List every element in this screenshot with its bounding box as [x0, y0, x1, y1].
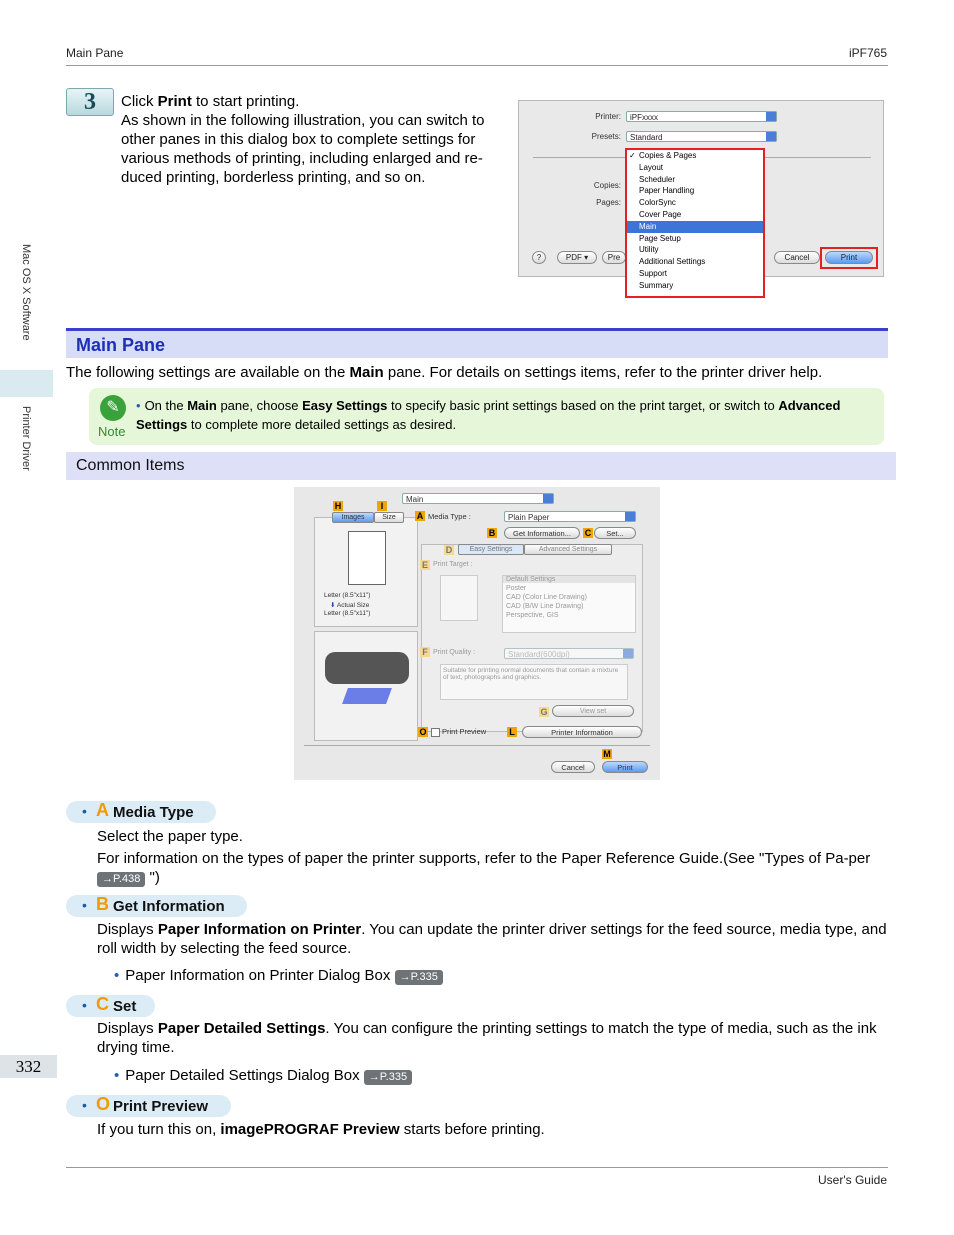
print-button[interactable]: Print — [602, 761, 648, 773]
menu-item[interactable]: Summary — [639, 280, 674, 290]
main-pane-screenshot — [294, 487, 660, 780]
presets-select[interactable]: Standard — [626, 131, 777, 142]
sidebar-tab-highlight — [0, 370, 53, 397]
media-type-select[interactable]: Plain Paper — [504, 511, 636, 522]
running-header-left: Main Pane — [66, 46, 124, 60]
preview-button[interactable]: Pre — [602, 251, 626, 264]
header-rule — [66, 65, 888, 66]
tab-images[interactable]: Images — [332, 512, 374, 523]
list-item[interactable]: Poster — [506, 585, 527, 592]
help-button[interactable]: ? — [532, 251, 546, 264]
list-item[interactable]: CAD (Color Line Drawing) — [506, 594, 587, 601]
menu-item-selected[interactable]: Main — [627, 221, 763, 233]
presets-label: Presets: — [591, 132, 621, 141]
note-label: Note — [98, 424, 126, 439]
target-thumbnail — [440, 575, 478, 621]
marker-m: M — [603, 749, 611, 759]
item-b-link: • Paper Information on Printer Dialog Box →P.335 — [114, 967, 443, 985]
marker-l: L — [507, 727, 517, 737]
marker-f: F — [420, 647, 430, 657]
menu-item[interactable]: Layout — [639, 162, 664, 172]
tab-easy-settings[interactable]: Easy Settings — [458, 544, 524, 555]
pane-menu[interactable] — [625, 148, 765, 298]
item-heading-media-type: • A Media Type — [66, 801, 216, 823]
print-preview-label: Print Preview — [442, 727, 487, 736]
page-thumbnail — [348, 531, 386, 585]
item-c-desc: Displays Paper Detailed Settings. You can configure the printing settings to match the type of media, such as the ink drying time. — [97, 1020, 877, 1056]
pages-label: Pages: — [596, 198, 621, 207]
print-preview-checkbox[interactable] — [431, 728, 440, 737]
menu-item[interactable]: Paper Handling — [639, 186, 695, 196]
running-footer: User's Guide — [818, 1173, 887, 1187]
note-text: • On the Main pane, choose Easy Settings to specify basic print settings based on the print target, or switch to Advanced Settings to complete more detailed settings as desired. — [136, 398, 841, 432]
pdf-button[interactable]: PDF ▾ — [557, 251, 597, 264]
printer-image-pane — [314, 631, 418, 741]
step-body: As shown in the following illustration, you can switch to other panes in this dialog box to complete settings for various methods of printing, including enlarged and re-duced printing, borderless printing, and so on. — [121, 112, 485, 186]
print-target-list[interactable] — [502, 575, 636, 633]
item-heading-print-preview: • O Print Preview — [66, 1095, 231, 1117]
marker-i: I — [377, 501, 387, 511]
running-header-right: iPF765 — [848, 46, 887, 60]
sidebar-label-top: Mac OS X Software — [20, 244, 32, 341]
print-button-highlight — [820, 247, 878, 269]
print-quality-label: Print Quality : — [433, 649, 476, 656]
menu-item[interactable]: ColorSync — [639, 198, 676, 208]
description-box: Suitable for printing normal documents that contain a mixture of text, photographs and graphics. — [440, 664, 628, 700]
print-button[interactable]: Print — [825, 251, 873, 264]
set-button[interactable]: Set... — [594, 527, 636, 539]
item-b-desc: Displays Paper Information on Printer. You can update the printer driver settings for the feed source, media type, and roll width by selecting the feed source. — [97, 921, 887, 957]
actual-size-label: ⬇ Actual Size — [330, 602, 370, 609]
cancel-button[interactable]: Cancel — [774, 251, 820, 264]
down-arrow-icon: ⬇ — [330, 602, 336, 609]
copies-label: Copies: — [593, 181, 621, 190]
printer-illustration — [325, 652, 409, 684]
marker-d: D — [445, 545, 453, 555]
paper-size-output: Letter (8.5"x11") — [324, 610, 371, 617]
menu-item[interactable]: ✓ Copies & Pages — [629, 151, 697, 160]
page-number: 332 — [0, 1055, 57, 1078]
marker-c: C — [584, 528, 592, 538]
item-heading-set: • C Set — [66, 995, 155, 1017]
tab-size[interactable]: Size — [374, 512, 404, 523]
step-text: Click Print to start printing. As shown in the following illustration, you can switch to other panes in this dialog box to complete settings for various methods of printing, including enlarged and re-duced printing, borderless printing, and so on. — [121, 93, 485, 186]
page-reference-link[interactable]: →P.335 — [395, 970, 443, 985]
paper-size-original: Letter (8.5"x11") — [324, 592, 371, 599]
marker-o: O — [419, 727, 427, 737]
intro-paragraph: The following settings are available on the Main pane. For details on settings items, refer to the printer driver help. — [66, 364, 823, 381]
item-a-reference: For information on the types of paper the printer supports, refer to the Paper Reference Guide.(See "Types of Pa-per →P.438 ") — [97, 850, 871, 886]
media-type-label: Media Type : — [428, 512, 471, 521]
print-quality-select[interactable]: Standard(600dpi) — [504, 648, 634, 659]
step-number-badge: 3 — [66, 88, 114, 116]
list-item[interactable]: Default Settings — [503, 576, 635, 583]
pencil-icon: ✎ — [100, 395, 126, 421]
menu-item[interactable]: Page Setup — [639, 233, 681, 243]
marker-b: B — [488, 528, 496, 538]
item-a-desc: Select the paper type. — [97, 828, 243, 845]
list-item[interactable]: Perspective, GIS — [506, 612, 559, 619]
dialog-divider — [304, 745, 650, 746]
section-heading: Main Pane — [66, 328, 888, 358]
item-o-desc: If you turn this on, imagePROGRAF Preview starts before printing. — [97, 1121, 545, 1138]
page-reference-link[interactable]: →P.335 — [364, 1070, 412, 1085]
printer-information-button[interactable]: Printer Information — [522, 726, 642, 738]
menu-item[interactable]: Additional Settings — [639, 257, 706, 267]
subsection-heading: Common Items — [66, 452, 896, 480]
settings-pane — [421, 544, 643, 732]
item-heading-get-information: • B Get Information — [66, 895, 247, 917]
cancel-button[interactable]: Cancel — [551, 761, 595, 773]
get-information-button[interactable]: Get Information... — [504, 527, 580, 539]
item-c-link: • Paper Detailed Settings Dialog Box →P.335 — [114, 1067, 412, 1085]
list-item[interactable]: CAD (B/W Line Drawing) — [506, 603, 584, 610]
menu-item[interactable]: Utility — [639, 245, 659, 255]
printer-label: Printer: — [595, 112, 621, 121]
print-target-label: Print Target : — [433, 561, 473, 568]
marker-e: E — [421, 560, 428, 570]
check-icon: ✓ — [629, 151, 636, 160]
sidebar-label-bottom: Printer Driver — [20, 406, 32, 471]
menu-item[interactable]: Support — [639, 268, 668, 278]
paper-illustration — [342, 688, 392, 704]
menu-item[interactable]: Cover Page — [639, 209, 682, 219]
marker-a: A — [416, 511, 424, 521]
view-set-button[interactable]: View set — [552, 705, 634, 717]
tab-advanced-settings[interactable]: Advanced Settings — [524, 544, 612, 555]
printer-select[interactable]: iPFxxxx — [626, 111, 777, 122]
marker-g: G — [540, 707, 548, 717]
pane-select[interactable]: Main — [402, 493, 554, 504]
marker-h: H — [334, 501, 342, 511]
footer-rule — [66, 1167, 888, 1168]
menu-item[interactable]: Scheduler — [639, 174, 676, 184]
page-reference-link[interactable]: →P.438 — [97, 872, 145, 887]
